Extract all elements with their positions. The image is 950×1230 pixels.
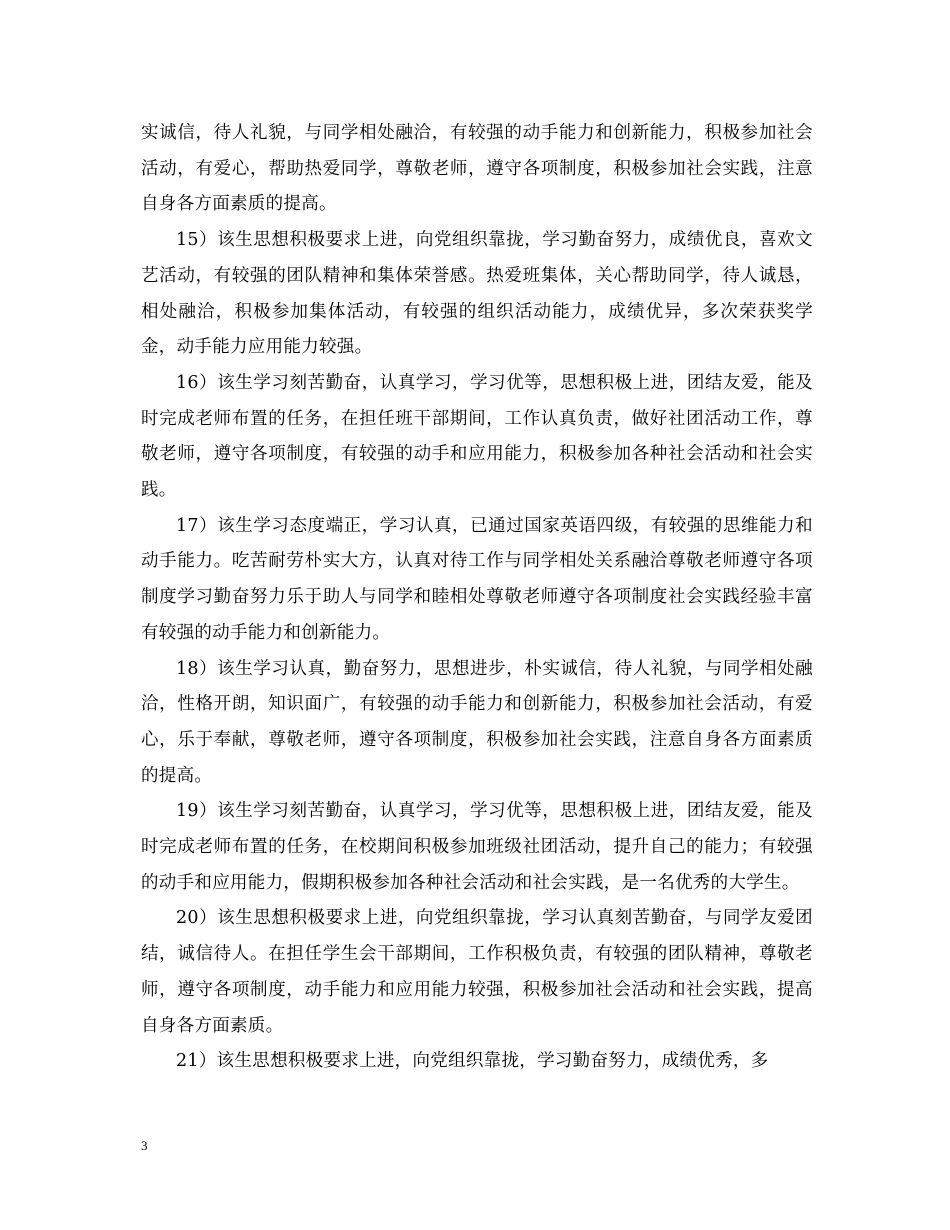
paragraph-15: 15）该生思想积极要求上进，向党组织靠拢，学习勤奋努力，成绩优良，喜欢文艺活动，有较强的团队精神和集体荣誉感。热爱班集体，关心帮助同学，待人诚恳，相处融洽，积极参加集体活动，有较强的组织活动能力，成绩优异，多次荣获奖学金，动手能力应用能力较强。 bbox=[141, 230, 813, 358]
body-text bbox=[141, 116, 813, 1080]
paragraph-19: 19）该生学习刻苦勤奋，认真学习，学习优等，思想积极上进，团结友爱，能及时完成老师布置的任务，在校期间积极参加班级社团活动，提升自己的能力；有较强的动手和应用能力，假期积极参加各种社会活动和社会实践，是一名优秀的大学生。 bbox=[141, 801, 813, 893]
paragraph-continuation: 实诚信，待人礼貌，与同学相处融洽，有较强的动手能力和创新能力，积极参加社会活动，有爱心，帮助热爱同学，尊敬老师，遵守各项制度，积极参加社会实践，注意自身各方面素质的提高。 bbox=[141, 123, 813, 215]
paragraph-17: 17）该生学习态度端正，学习认真，已通过国家英语四级，有较强的思维能力和动手能力。吃苦耐劳朴实大方，认真对待工作与同学相处关系融洽尊敬老师遵守各项制度学习勤奋努力乐于助人与同学和睦相处尊敬老师遵守各项制度社会实践经验丰富有较强的动手能力和创新能力。 bbox=[141, 515, 813, 643]
paragraph-18: 18）该生学习认真，勤奋努力，思想进步，朴实诚信，待人礼貌，与同学相处融洽，性格开朗，知识面广，有较强的动手能力和创新能力，积极参加社会活动，有爱心，乐于奉献，尊敬老师，遵守各项制度，积极参加社会实践，注意自身各方面素质的提高。 bbox=[141, 658, 813, 786]
page-number: 3 bbox=[141, 1138, 148, 1153]
paragraph-21: 21）该生思想积极要求上进，向党组织靠拢，学习勤奋努力，成绩优秀，多 bbox=[176, 1051, 769, 1072]
paragraph-20: 20）该生思想积极要求上进，向党组织靠拢，学习认真刻苦勤奋，与同学友爱团结，诚信待人。在担任学生会干部期间，工作积极负责，有较强的团队精神，尊敬老师，遵守各项制度，动手能力和应用能力较强，积极参加社会活动和社会实践，提高自身各方面素质。 bbox=[141, 908, 813, 1036]
paragraph-16: 16）该生学习刻苦勤奋，认真学习，学习优等，思想积极上进，团结友爱，能及时完成老师布置的任务，在担任班干部期间，工作认真负责，做好社团活动工作，尊敬老师，遵守各项制度，有较强的动手和应用能力，积极参加各种社会活动和社会实践。 bbox=[141, 372, 813, 501]
